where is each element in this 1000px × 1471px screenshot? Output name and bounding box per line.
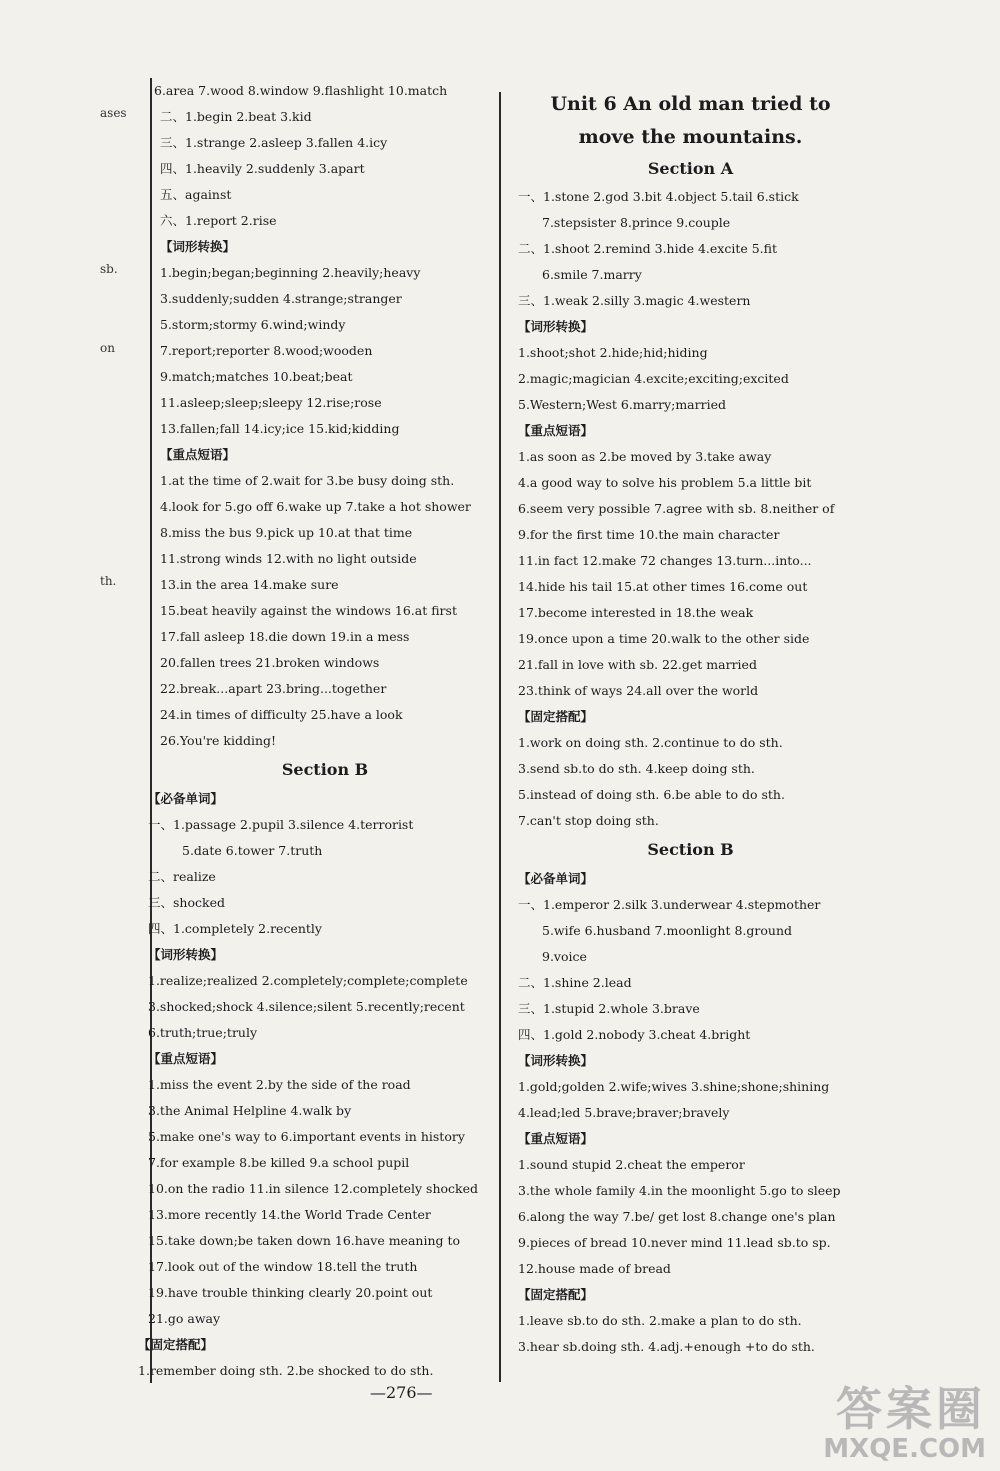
answer-line: 11.in fact 12.make 72 changes 13.turn...into...	[518, 553, 812, 568]
answer-line: 1.begin;began;beginning 2.heavily;heavy	[160, 265, 421, 280]
answer-line: 4.look for 5.go off 6.wake up 7.take a hot shower	[160, 499, 471, 514]
page-number: —276—	[370, 1383, 433, 1402]
answer-line: 3.hear sb.doing sth. 4.adj.+enough +to do sth.	[518, 1339, 815, 1354]
answer-line: 6.smile 7.marry	[542, 267, 642, 282]
answer-line: 三、1.stupid 2.whole 3.brave	[518, 1001, 700, 1016]
answer-line: 5.storm;stormy 6.wind;windy	[160, 317, 346, 332]
answer-line: 三、1.strange 2.asleep 3.fallen 4.icy	[160, 135, 388, 150]
left-column	[130, 78, 490, 1384]
answer-line: 5.make one's way to 6.important events in history	[148, 1129, 465, 1144]
answer-line: 9.match;matches 10.beat;beat	[160, 369, 353, 384]
answer-line: 2.magic;magician 4.excite;exciting;excited	[518, 371, 789, 386]
answer-line: 二、1.begin 2.beat 3.kid	[160, 109, 312, 124]
answer-line: 19.have trouble thinking clearly 20.point out	[148, 1285, 433, 1300]
answer-line: 1.shoot;shot 2.hide;hid;hiding	[518, 345, 708, 360]
answer-line: 9.pieces of bread 10.never mind 11.lead sb.to sp.	[518, 1235, 831, 1250]
answer-line: 1.miss the event 2.by the side of the road	[148, 1077, 411, 1092]
answer-line: 二、1.shine 2.lead	[518, 975, 632, 990]
heading-fixed-collocations: 【固定搭配】	[518, 1287, 594, 1302]
heading-word-forms: 【词形转换】	[518, 1053, 594, 1068]
answer-line: 15.take down;be taken down 16.have meaning to	[148, 1233, 461, 1248]
edge-fragment: th.	[100, 574, 117, 588]
answer-line: 13.in the area 14.make sure	[160, 577, 339, 592]
answer-line: 3.shocked;shock 4.silence;silent 5.recently;recent	[148, 999, 465, 1014]
answer-line: 三、shocked	[148, 895, 225, 910]
answer-line: 9.for the first time 10.the main character	[518, 527, 780, 542]
answer-line: 17.become interested in 18.the weak	[518, 605, 754, 620]
heading-key-phrases: 【重点短语】	[518, 423, 594, 438]
answer-line: 五、against	[160, 187, 232, 202]
answer-line: 1.as soon as 2.be moved by 3.take away	[518, 449, 772, 464]
answer-line: 四、1.completely 2.recently	[148, 921, 322, 936]
section-a-title: Section A	[647, 159, 734, 178]
answer-line: 1.realize;realized 2.completely;complete;complete	[148, 973, 468, 988]
answer-line: 4.lead;led 5.brave;braver;bravely	[518, 1105, 730, 1120]
answer-line: 一、1.emperor 2.silk 3.underwear 4.stepmother	[518, 897, 821, 912]
answer-line: 1.at the time of 2.wait for 3.be busy doing sth.	[160, 473, 455, 488]
answer-line: 6.along the way 7.be/ get lost 8.change one's plan	[518, 1209, 836, 1224]
heading-required-words: 【必备单词】	[518, 871, 594, 886]
heading-fixed-collocations: 【固定搭配】	[138, 1337, 214, 1352]
answer-line: 7.report;reporter 8.wood;wooden	[160, 343, 373, 358]
answer-line: 四、1.gold 2.nobody 3.cheat 4.bright	[518, 1027, 751, 1042]
answer-line: 11.strong winds 12.with no light outside	[160, 551, 417, 566]
answer-line: 六、1.report 2.rise	[160, 213, 277, 228]
answer-line: 19.once upon a time 20.walk to the other side	[518, 631, 810, 646]
heading-key-phrases: 【重点短语】	[160, 447, 236, 462]
answer-line: 6.seem very possible 7.agree with sb. 8.neither of	[518, 501, 835, 516]
answer-line: 一、1.stone 2.god 3.bit 4.object 5.tail 6.stick	[518, 189, 799, 204]
answer-line: 13.more recently 14.the World Trade Center	[148, 1207, 431, 1222]
answer-line: 23.think of ways 24.all over the world	[518, 683, 759, 698]
answer-line: 12.house made of bread	[518, 1261, 671, 1276]
answer-line: 3.the whole family 4.in the moonlight 5.go to sleep	[518, 1183, 841, 1198]
answer-line: 10.on the radio 11.in silence 12.completely shocked	[148, 1181, 479, 1196]
answer-line: 22.break...apart 23.bring...together	[160, 681, 387, 696]
edge-fragment: sb.	[100, 262, 118, 276]
watermark-text-cn: 答案圈	[836, 1382, 986, 1436]
answer-line: 9.voice	[542, 949, 587, 964]
heading-key-phrases: 【重点短语】	[518, 1131, 594, 1146]
answer-line: 4.a good way to solve his problem 5.a little bit	[518, 475, 812, 490]
right-column	[518, 88, 863, 1360]
answer-line: 1.work on doing sth. 2.continue to do sth.	[518, 735, 783, 750]
answer-line: 1.remember doing sth. 2.be shocked to do sth.	[138, 1363, 434, 1378]
answer-line: 5.date 6.tower 7.truth	[182, 843, 323, 858]
answer-line: 21.fall in love with sb. 22.get married	[518, 657, 757, 672]
answer-line: 6.area 7.wood 8.window 9.flashlight 10.match	[154, 83, 448, 98]
answer-line: 7.for example 8.be killed 9.a school pupil	[148, 1155, 410, 1170]
answer-line: 21.go away	[148, 1311, 221, 1326]
answer-line: 一、1.passage 2.pupil 3.silence 4.terrorist	[148, 817, 414, 832]
answer-line: 6.truth;true;truly	[148, 1025, 258, 1040]
answer-line: 15.beat heavily against the windows 16.at first	[160, 603, 457, 618]
heading-required-words: 【必备单词】	[148, 791, 224, 806]
answer-line: 7.can't stop doing sth.	[518, 813, 659, 828]
watermark-text-en: MXQE.COM	[823, 1434, 986, 1464]
heading-key-phrases: 【重点短语】	[148, 1051, 224, 1066]
answer-line: 1.leave sb.to do sth. 2.make a plan to do sth.	[518, 1313, 802, 1328]
answer-line: 3.send sb.to do sth. 4.keep doing sth.	[518, 761, 755, 776]
answer-line: 5.wife 6.husband 7.moonlight 8.ground	[542, 923, 792, 938]
unit-title: Unit 6 An old man tried to	[550, 93, 831, 115]
section-b-title: Section B	[647, 840, 734, 859]
heading-word-forms: 【词形转换】	[148, 947, 224, 962]
unit-title: move the mountains.	[578, 126, 803, 148]
edge-fragment: on	[100, 341, 115, 355]
answer-line: 13.fallen;fall 14.icy;ice 15.kid;kidding	[160, 421, 400, 436]
heading-word-forms: 【词形转换】	[518, 319, 594, 334]
answer-line: 1.sound stupid 2.cheat the emperor	[518, 1157, 745, 1172]
answer-line: 24.in times of difficulty 25.have a look	[160, 707, 403, 722]
answer-line: 17.fall asleep 18.die down 19.in a mess	[160, 629, 410, 644]
answer-line: 四、1.heavily 2.suddenly 3.apart	[160, 161, 365, 176]
answer-line: 20.fallen trees 21.broken windows	[160, 655, 380, 670]
answer-line: 7.stepsister 8.prince 9.couple	[542, 215, 731, 230]
answer-line: 三、1.weak 2.silly 3.magic 4.western	[518, 293, 751, 308]
answer-line: 二、realize	[148, 869, 216, 884]
answer-line: 8.miss the bus 9.pick up 10.at that time	[160, 525, 413, 540]
answer-line: 14.hide his tail 15.at other times 16.come out	[518, 579, 808, 594]
watermark-logo	[823, 1383, 986, 1463]
answer-line: 3.suddenly;sudden 4.strange;stranger	[160, 291, 402, 306]
heading-fixed-collocations: 【固定搭配】	[518, 709, 594, 724]
answer-line: 3.the Animal Helpline 4.walk by	[148, 1103, 352, 1118]
answer-line: 二、1.shoot 2.remind 3.hide 4.excite 5.fit	[518, 241, 778, 256]
answer-line: 5.Western;West 6.marry;married	[518, 397, 726, 412]
answer-line: 26.You're kidding!	[160, 733, 277, 748]
answer-line: 5.instead of doing sth. 6.be able to do sth.	[518, 787, 785, 802]
answer-line: 1.gold;golden 2.wife;wives 3.shine;shone;shining	[518, 1079, 830, 1094]
section-b-title: Section B	[281, 760, 369, 779]
center-column-rule	[499, 92, 501, 1382]
edge-fragment: ases	[100, 106, 127, 120]
heading-word-forms: 【词形转换】	[160, 239, 236, 254]
answer-line: 11.asleep;sleep;sleepy 12.rise;rose	[160, 395, 382, 410]
answer-line: 17.look out of the window 18.tell the truth	[148, 1259, 418, 1274]
